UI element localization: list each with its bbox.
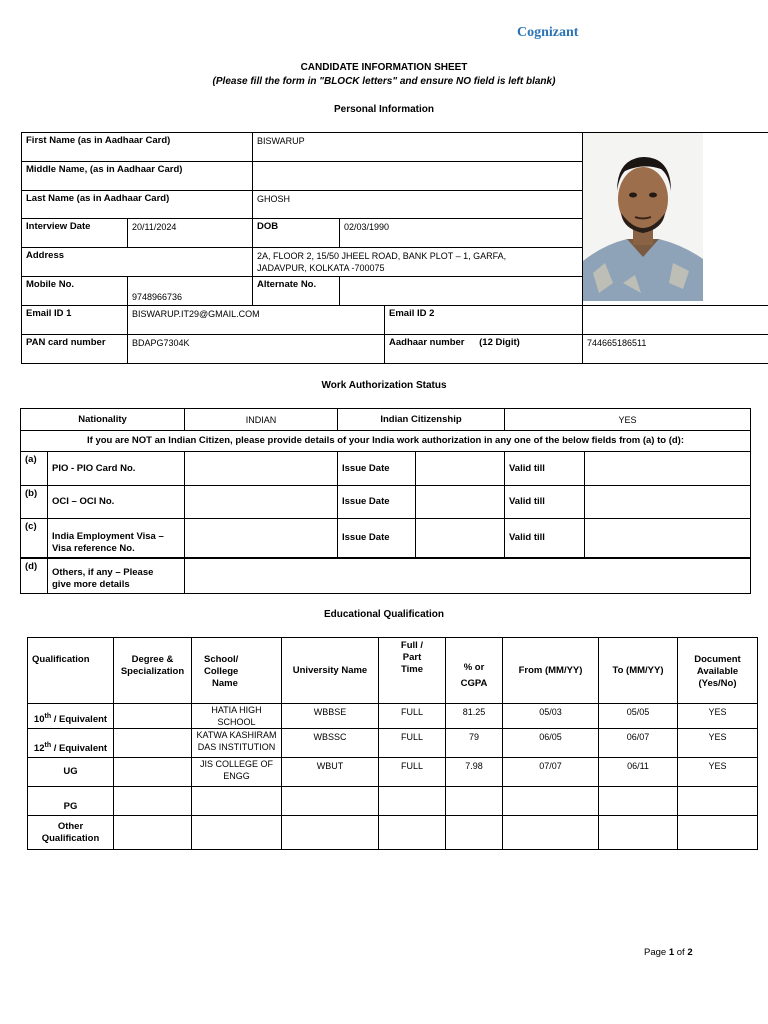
university-field[interactable] [282,816,379,850]
page-of: of [674,947,688,958]
degree-field[interactable] [114,787,192,816]
candidate-photo-cell [583,133,768,306]
col-pct-line-2: CGPA [460,678,488,689]
education-section-title: Educational Qualification [323,609,444,620]
qual-12th-num: 12 [33,743,45,754]
col-time-line-1: Full / [400,640,424,651]
table-row [28,729,758,758]
work-section-title: Work Authorization Status [321,380,447,391]
others-key: (d) [21,558,48,594]
last-name-label: Last Name (as in Aadhaar Card) [22,191,253,219]
university-field[interactable] [282,787,379,816]
pio-valid-field[interactable] [585,452,751,486]
table-row [28,704,758,729]
work-auth-table [20,408,751,594]
pio-valid-label: Valid till [505,452,585,486]
col-qualification: Qualification [28,638,114,704]
nationality-label: Nationality [21,409,185,431]
time-field[interactable]: FULL [379,704,446,729]
to-field[interactable] [599,816,678,850]
email2-label: Email ID 2 [385,306,583,335]
time-field[interactable] [379,816,446,850]
citizenship-label: Indian Citizenship [338,409,505,431]
doc-field[interactable] [678,816,758,850]
qual-ug: UG [28,758,114,787]
pio-label: PIO - PIO Card No. [48,452,185,486]
col-to: To (MM/YY) [599,638,678,704]
doc-field[interactable]: YES [678,704,758,729]
candidate-photo [583,133,703,301]
oci-issue-field[interactable] [416,486,505,519]
time-field[interactable] [379,787,446,816]
pct-field[interactable]: 79 [446,729,503,758]
middle-name-label: Middle Name, (as in Aadhaar Card) [22,162,253,191]
col-degree-line-1: Degree & [131,654,174,665]
school-line-2: ENGG [223,771,250,781]
from-field[interactable] [503,816,599,850]
oci-label: OCI – OCI No. [48,486,185,519]
col-school-line-3: Name [212,678,238,689]
degree-field[interactable] [114,758,192,787]
personal-section-title: Personal Information [333,104,434,115]
school-field[interactable] [192,758,282,787]
school-line-2: SCHOOL [217,717,256,727]
university-field[interactable]: WBSSC [282,729,379,758]
school-line-1: HATIA HIGH [211,705,262,715]
qual-10th [28,704,114,729]
visa-valid-field[interactable] [585,519,751,558]
address-line-1: 2A, FLOOR 2, 15/50 JHEEL ROAD, BANK PLOT – 1, GARFA, [257,251,507,261]
visa-label [48,519,185,558]
visa-label-line-2: Visa reference No. [52,542,135,554]
university-field[interactable]: WBBSE [282,704,379,729]
col-school [192,638,282,704]
table-row [28,758,758,787]
citizenship-field[interactable]: YES [505,409,751,431]
qual-other-line-1: Other [57,820,84,832]
oci-valid-label: Valid till [505,486,585,519]
col-pct-line-1: % or [463,662,485,673]
interview-date-label: Interview Date [22,219,128,248]
visa-issue-field[interactable] [416,519,505,558]
school-field[interactable] [192,729,282,758]
page-number [644,947,693,958]
others-label [48,558,185,594]
school-line-1: KATWA KASHIRAM [196,730,277,740]
others-label-line-1: Others, if any – Please [52,567,154,578]
middle-name-field[interactable] [253,162,583,191]
col-time [379,638,446,704]
to-field[interactable]: 05/05 [599,704,678,729]
col-pct [446,638,503,704]
qual-12th-rest: / Equivalent [51,743,108,754]
oci-field[interactable] [185,486,338,519]
education-table [27,637,758,850]
work-auth-note: If you are NOT an Indian Citizen, please provide details of your India work authorization in any one of the below fields from (a) to (d): [21,431,751,452]
visa-label-line-1: India Employment Visa – [52,530,164,542]
mobile-label: Mobile No. [22,277,128,306]
qual-10th-sup: th [44,712,52,720]
interview-date-field[interactable]: 20/11/2024 [128,219,253,248]
from-field[interactable]: 05/03 [503,704,599,729]
col-degree [114,638,192,704]
pct-field[interactable] [446,787,503,816]
others-label-line-2: give more details [52,579,130,590]
col-time-line-2: Part [402,652,422,663]
qual-10th-num: 10 [33,714,45,725]
qual-12th [28,729,114,758]
col-university: University Name [282,638,379,704]
col-school-line-2: College [204,666,239,677]
col-degree-line-2: Specialization [120,666,185,677]
degree-field[interactable] [114,704,192,729]
visa-key: (c) [21,519,48,558]
from-field[interactable]: 07/07 [503,758,599,787]
time-field[interactable]: FULL [379,758,446,787]
university-field[interactable]: WBUT [282,758,379,787]
qual-other [28,816,114,850]
pct-field[interactable]: 81.25 [446,704,503,729]
col-doc-line-2: Available [696,666,739,677]
pct-field[interactable]: 7.98 [446,758,503,787]
aadhaar-label-text: Aadhaar number [389,337,465,348]
col-doc-line-1: Document [694,654,741,665]
pio-key: (a) [21,452,48,486]
school-field[interactable] [192,787,282,816]
aadhaar-hint: (12 Digit) [479,337,520,348]
pan-field[interactable]: BDAPG7304K [128,335,385,364]
address-label: Address [22,248,253,277]
qual-pg: PG [28,787,114,816]
last-name-field[interactable]: GHOSH [253,191,583,219]
personal-info-table [21,132,768,364]
doc-field[interactable]: YES [678,729,758,758]
form-title: CANDIDATE INFORMATION SHEET [300,62,468,73]
from-field[interactable] [503,787,599,816]
qual-other-line-2: Qualification [41,832,100,844]
aadhaar-field[interactable]: 744665186511 [583,335,768,364]
oci-issue-label: Issue Date [338,486,416,519]
aadhaar-label [385,335,583,364]
visa-field[interactable] [185,519,338,558]
oci-key: (b) [21,486,48,519]
pio-field[interactable] [185,452,338,486]
page-current: 1 [668,947,675,958]
mobile-field[interactable]: 9748966736 [128,277,253,306]
first-name-field[interactable]: BISWARUP [253,133,583,162]
doc-field[interactable]: YES [678,758,758,787]
visa-valid-label: Valid till [505,519,585,558]
time-field[interactable]: FULL [379,729,446,758]
from-field[interactable]: 06/05 [503,729,599,758]
col-school-line-1: School/ [204,654,239,665]
col-doc-line-3: (Yes/No) [698,678,737,689]
school-field[interactable] [192,816,282,850]
to-field[interactable] [599,787,678,816]
address-field[interactable] [253,248,583,277]
alternate-label: Alternate No. [253,277,340,306]
address-line-2: JADAVPUR, KOLKATA -700075 [257,263,385,273]
first-name-label: First Name (as in Aadhaar Card) [22,133,253,162]
school-field[interactable] [192,704,282,729]
col-from: From (MM/YY) [503,638,599,704]
col-time-line-3: Time [400,664,423,675]
school-line-2: DAS INSTITUTION [197,742,276,752]
email1-field[interactable]: BISWARUP.IT29@GMAIL.COM [128,306,385,335]
table-row [28,816,758,850]
col-doc [678,638,758,704]
degree-field[interactable] [114,816,192,850]
email2-field[interactable] [583,306,768,335]
pio-issue-field[interactable] [416,452,505,486]
to-field[interactable]: 06/07 [599,729,678,758]
alternate-field[interactable] [340,277,583,306]
degree-field[interactable] [114,729,192,758]
table-row [28,787,758,816]
others-field[interactable] [185,558,751,594]
doc-field[interactable] [678,787,758,816]
visa-issue-label: Issue Date [338,519,416,558]
email1-label: Email ID 1 [22,306,128,335]
qual-12th-sup: th [44,741,52,749]
page-word: Page [644,947,669,958]
oci-valid-field[interactable] [585,486,751,519]
qual-10th-rest: / Equivalent [51,714,108,725]
pio-issue-label: Issue Date [338,452,416,486]
page-total: 2 [687,947,693,958]
to-field[interactable]: 06/11 [599,758,678,787]
dob-label: DOB [253,219,340,248]
dob-field[interactable]: 02/03/1990 [340,219,583,248]
pan-label: PAN card number [22,335,128,364]
form-subtitle: (Please fill the form in "BLOCK letters" and ensure NO field is left blank) [212,76,556,87]
school-line-1: JIS COLLEGE OF [199,759,274,769]
pct-field[interactable] [446,816,503,850]
nationality-field[interactable]: INDIAN [185,409,338,431]
company-logo: Cognizant [517,25,579,40]
